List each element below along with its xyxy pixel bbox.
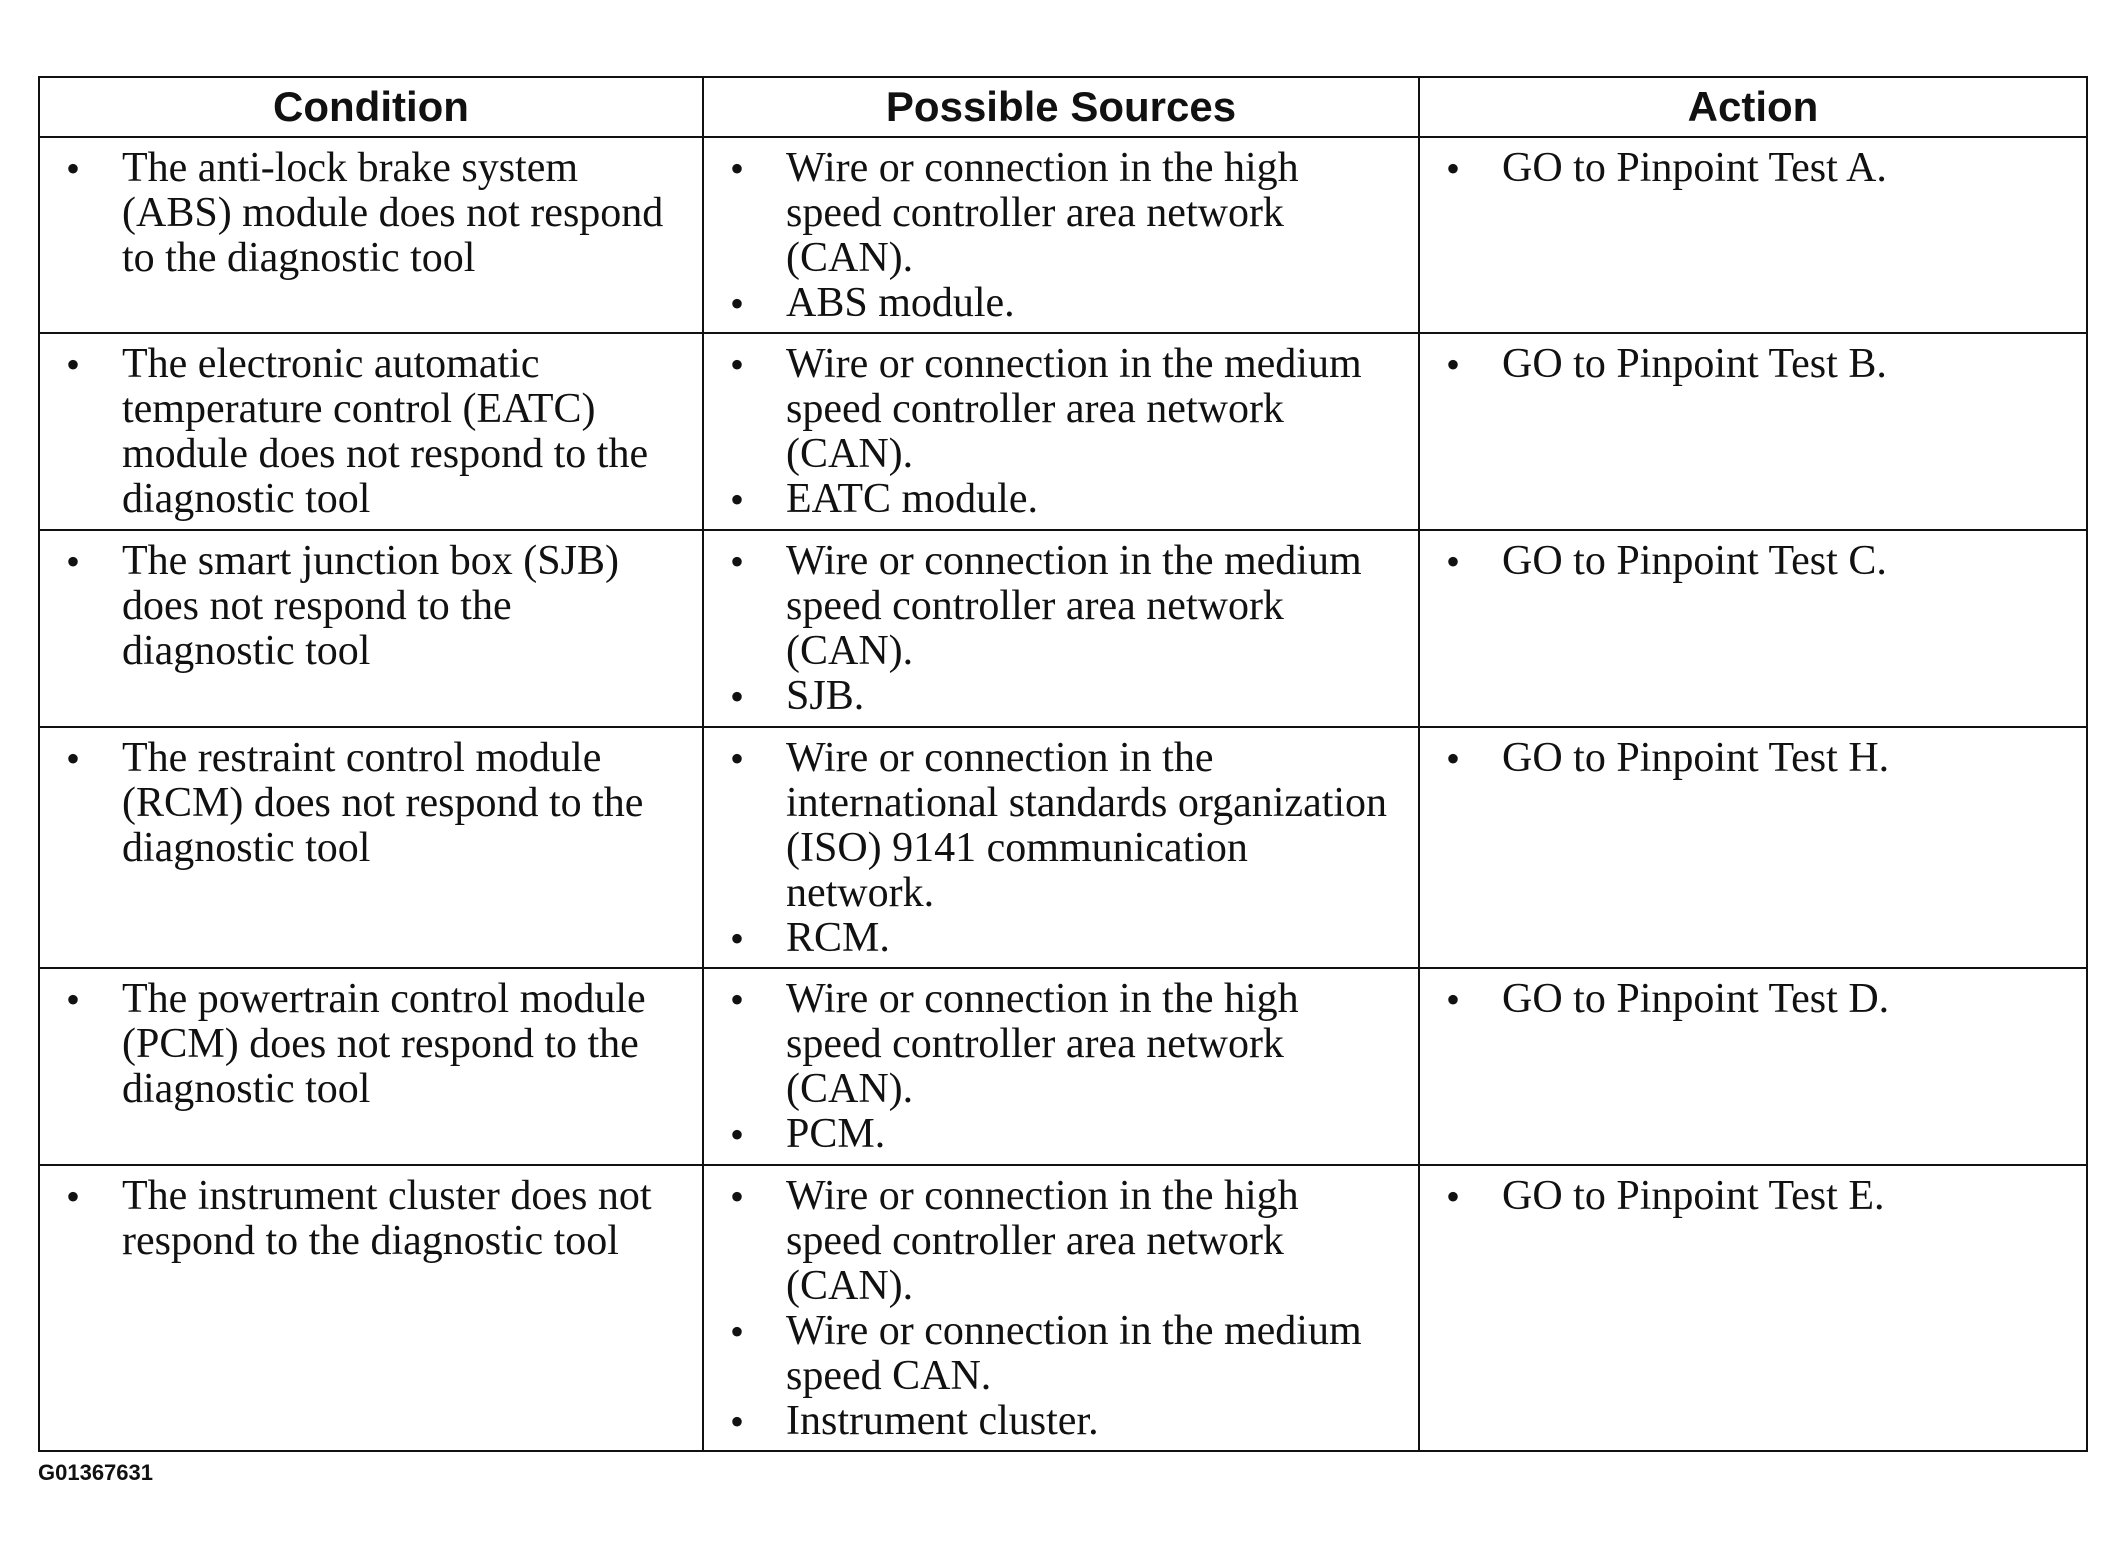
condition-text: • The anti-lock brake system (ABS) module does not respond to the diagnostic tool [52, 146, 682, 281]
condition-cell [39, 530, 703, 727]
action-text: • GO to Pinpoint Test A. [1432, 146, 2066, 191]
source-item: • ABS module. [716, 281, 1398, 326]
sources-cell [703, 137, 1419, 333]
diagnostic-table [38, 76, 2088, 1452]
source-item: • Wire or connection in the medium speed CAN. [716, 1309, 1398, 1399]
header-action: Action [1419, 77, 2087, 137]
header-row [39, 77, 2087, 137]
source-item: • EATC module. [716, 477, 1398, 522]
condition-cell [39, 727, 703, 968]
source-item: • Wire or connection in the medium speed controller area network (CAN). [716, 342, 1398, 477]
condition-cell [39, 137, 703, 333]
condition-cell [39, 333, 703, 530]
table-row [39, 530, 2087, 727]
source-item: • RCM. [716, 916, 1398, 961]
action-cell [1419, 1165, 2087, 1451]
table-row [39, 727, 2087, 968]
source-item: • Instrument cluster. [716, 1399, 1398, 1444]
table-row [39, 137, 2087, 333]
condition-text: • The smart junction box (SJB) does not respond to the diagnostic tool [52, 539, 682, 674]
sources-cell [703, 530, 1419, 727]
condition-text: • The electronic automatic temperature control (EATC) module does not respond to the diagnostic tool [52, 342, 682, 522]
source-item: • PCM. [716, 1112, 1398, 1157]
action-cell [1419, 727, 2087, 968]
figure-id: G01367631 [38, 1460, 153, 1485]
source-item: • Wire or connection in the medium speed controller area network (CAN). [716, 539, 1398, 674]
sources-cell [703, 727, 1419, 968]
action-text: • GO to Pinpoint Test D. [1432, 977, 2066, 1022]
action-cell [1419, 333, 2087, 530]
header-possible-sources: Possible Sources [703, 77, 1419, 137]
source-item: • Wire or connection in the high speed controller area network (CAN). [716, 1174, 1398, 1309]
condition-cell [39, 968, 703, 1165]
source-item: • Wire or connection in the high speed controller area network (CAN). [716, 977, 1398, 1112]
action-cell [1419, 968, 2087, 1165]
action-cell [1419, 137, 2087, 333]
condition-text: • The instrument cluster does not respond to the diagnostic tool [52, 1174, 682, 1264]
condition-cell [39, 1165, 703, 1451]
sources-cell [703, 333, 1419, 530]
source-item: • Wire or connection in the international standards organization (ISO) 9141 communication network. [716, 736, 1398, 916]
condition-text: • The powertrain control module (PCM) does not respond to the diagnostic tool [52, 977, 682, 1112]
table-row [39, 333, 2087, 530]
sources-cell [703, 968, 1419, 1165]
action-text: • GO to Pinpoint Test E. [1432, 1174, 2066, 1219]
action-text: • GO to Pinpoint Test C. [1432, 539, 2066, 584]
source-item: • Wire or connection in the high speed controller area network (CAN). [716, 146, 1398, 281]
table-row [39, 1165, 2087, 1451]
source-item: • SJB. [716, 674, 1398, 719]
action-cell [1419, 530, 2087, 727]
condition-text: • The restraint control module (RCM) does not respond to the diagnostic tool [52, 736, 682, 871]
action-text: • GO to Pinpoint Test B. [1432, 342, 2066, 387]
header-condition: Condition [39, 77, 703, 137]
action-text: • GO to Pinpoint Test H. [1432, 736, 2066, 781]
table-row [39, 968, 2087, 1165]
sources-cell [703, 1165, 1419, 1451]
